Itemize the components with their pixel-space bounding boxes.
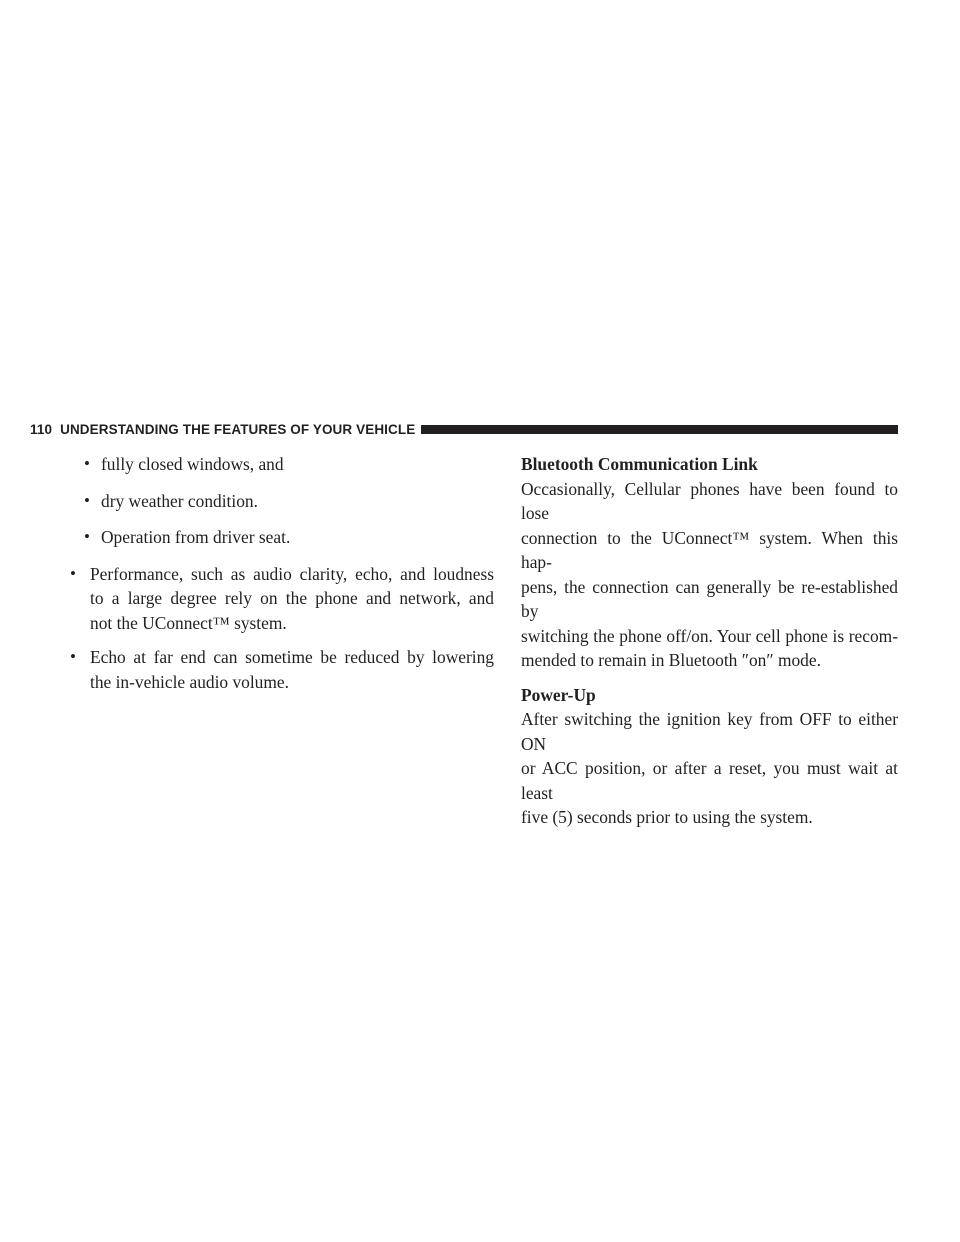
header-text: [30, 422, 415, 437]
section-heading: Bluetooth Communication Link: [521, 454, 758, 474]
page-header: [30, 419, 898, 439]
bullet-icon: •: [70, 647, 76, 666]
bullet-icon: •: [84, 454, 90, 473]
paragraph-line: or ACC position, or after a reset, you must wait at least: [521, 758, 898, 803]
section-title: UNDERSTANDING THE FEATURES OF YOUR VEHICLE: [60, 421, 416, 437]
bullet-item: [70, 562, 494, 636]
bullet-icon: •: [84, 490, 90, 510]
section-power-up: [521, 683, 898, 830]
sub-bullet-item: [70, 525, 494, 550]
section-heading: Power-Up: [521, 684, 596, 705]
bullet-icon: •: [84, 527, 90, 546]
bullet-icon: •: [70, 563, 76, 583]
section-paragraph: [521, 477, 898, 673]
paragraph-line: connection to the UConnect™ system. When this hap-: [521, 527, 898, 572]
paragraph-line: After switching the ignition key from OFF to either ON: [521, 709, 898, 754]
paragraph-line: Occasionally, Cellular phones have been found to lose: [521, 478, 898, 523]
sub-bullet-text: Operation from driver seat.: [101, 527, 291, 547]
sub-bullet-item: [70, 489, 494, 514]
bullet-line: not the UConnect™ system.: [90, 612, 287, 633]
bullet-item: [70, 645, 494, 694]
bullet-line: Echo at far end can sometime be reduced by lowering: [90, 647, 494, 667]
sub-bullet-text: dry weather condition.: [101, 490, 258, 511]
left-column: [70, 452, 494, 704]
paragraph-line: mended to remain in Bluetooth ″on″ mode.: [521, 650, 821, 670]
paragraph-line: five (5) seconds prior to using the system.: [521, 807, 813, 827]
paragraph-line: pens, the connection can generally be re-established by: [521, 576, 898, 621]
sub-bullet-text: fully closed windows, and: [101, 454, 284, 474]
page-number: 110: [30, 421, 53, 437]
bullet-line: to a large degree rely on the phone and network, and: [90, 588, 494, 608]
right-column: [521, 452, 898, 840]
header-rule: [421, 425, 898, 434]
sub-bullet-item: [70, 452, 494, 477]
paragraph-line: switching the phone off/on. Your cell phone is recom-: [521, 625, 898, 646]
section-bluetooth: [521, 452, 898, 673]
section-paragraph: [521, 707, 898, 830]
bullet-line: the in-vehicle audio volume.: [90, 671, 289, 692]
bullet-line: Performance, such as audio clarity, echo, and loudness: [90, 563, 494, 584]
